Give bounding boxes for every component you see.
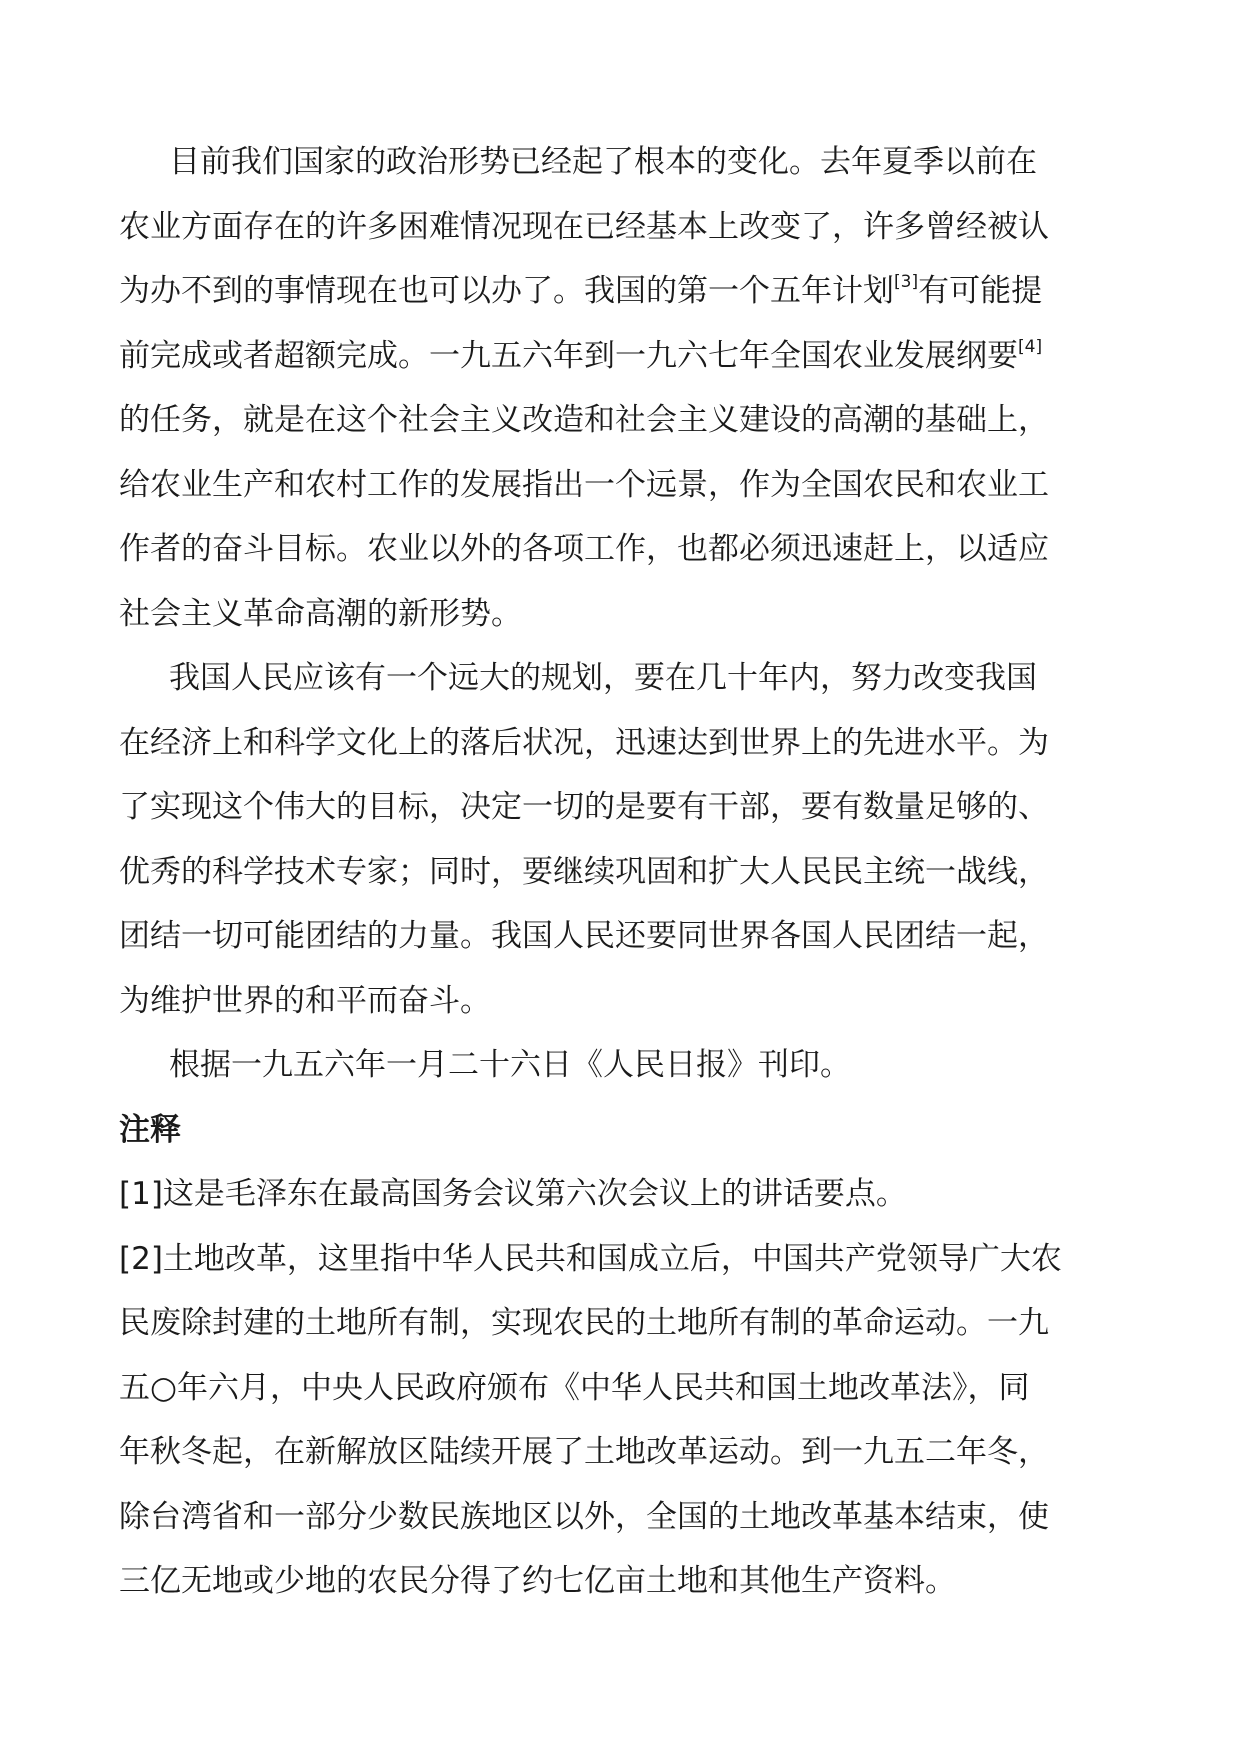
paragraph-political-situation xyxy=(119,130,1129,646)
text-line: 给农业生产和农村工作的发展指出一个远景，作为全国农民和农业工 xyxy=(119,466,1049,503)
text-segment: 为办不到的事情现在也可以办了。我国的第一个五年计划 xyxy=(119,273,894,309)
text-line: [2]土地改革，这里指中华人民共和国成立后，中国共产党领导广大农 xyxy=(119,1240,1062,1277)
text-line: 优秀的科学技术专家；同时，要继续巩固和扩大人民民主统一战线， xyxy=(119,853,1049,890)
paragraph-long-term-plan xyxy=(119,646,1129,1033)
notes-heading: 注释 xyxy=(119,1111,181,1148)
text-line: 在经济上和科学文化上的落后状况，迅速达到世界上的先进水平。为 xyxy=(119,724,1049,761)
note-1 xyxy=(119,1162,1129,1227)
text-line: 除台湾省和一部分少数民族地区以外，全国的土地改革基本结束，使 xyxy=(119,1498,1049,1535)
text-line: 社会主义革命高潮的新形势。 xyxy=(119,595,522,632)
text-segment: 有可能提 xyxy=(918,273,1043,309)
text-line: 我国人民应该有一个远大的规划，要在几十年内，努力改变我国 xyxy=(169,660,1037,696)
text-line: 根据一九五六年一月二十六日《人民日报》刊印。 xyxy=(169,1047,851,1083)
text-line: 年秋冬起，在新解放区陆续开展了土地改革运动。到一九五二年冬， xyxy=(119,1434,1049,1470)
text-line: 团结一切可能团结的力量。我国人民还要同世界各国人民团结一起， xyxy=(119,918,1049,954)
text-line: 为维护世界的和平而奋斗。 xyxy=(119,982,491,1019)
text-line: 农业方面存在的许多困难情况现在已经基本上改变了，许多曾经被认 xyxy=(119,208,1049,245)
text-line xyxy=(119,324,1129,389)
text-line: 三亿无地或少地的农民分得了约七亿亩土地和其他生产资料。 xyxy=(119,1563,956,1599)
footnote-reference[interactable]: [3] xyxy=(894,272,919,292)
text-segment: 前完成或者超额完成。一九五六年到一九六七年全国农业发展纲要 xyxy=(119,337,1018,374)
document-page xyxy=(119,130,1129,1614)
text-line: [1]这是毛泽东在最高国务会议第六次会议上的讲话要点。 xyxy=(119,1176,907,1212)
text-line: 作者的奋斗目标。农业以外的各项工作，也都必须迅速赶上，以适应 xyxy=(119,531,1049,567)
text-line: 五○年六月，中央人民政府颁布《中华人民共和国土地改革法》，同 xyxy=(119,1369,1030,1406)
text-line: 目前我们国家的政治形势已经起了根本的变化。去年夏季以前在 xyxy=(169,144,1037,180)
paragraph-source xyxy=(119,1033,1129,1098)
text-line: 的任务，就是在这个社会主义改造和社会主义建设的高潮的基础上， xyxy=(119,402,1049,438)
text-line: 民废除封建的土地所有制，实现农民的土地所有制的革命运动。一九 xyxy=(119,1305,1049,1341)
footnote-reference[interactable]: [4] xyxy=(1018,336,1043,357)
text-line: 了实现这个伟大的目标，决定一切的是要有干部，要有数量足够的、 xyxy=(119,789,1049,825)
note-2 xyxy=(119,1227,1129,1614)
text-line xyxy=(119,259,1129,324)
